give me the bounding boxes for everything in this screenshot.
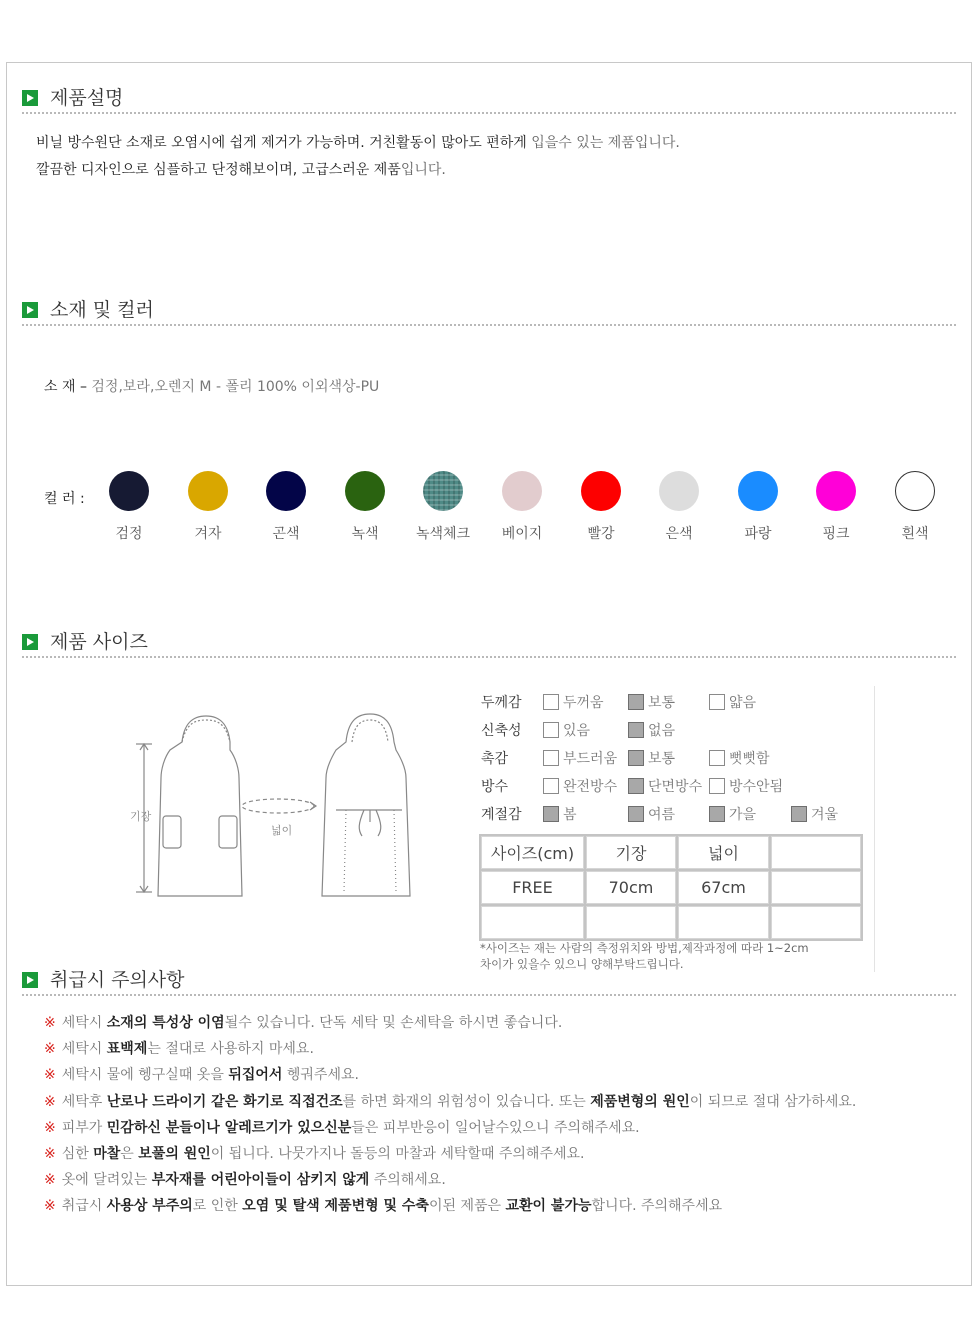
spec-option-label: 가을 (729, 807, 757, 823)
size-note-line: 차이가 있을수 있으니 양해부탁드립니다. (480, 957, 684, 971)
spec-checkbox (709, 750, 725, 766)
color-name: 곤색 (272, 526, 300, 542)
material-info (44, 376, 379, 396)
section-header-care (22, 964, 956, 994)
color-swatch (738, 471, 778, 511)
reference-mark-icon: ※ (44, 1172, 56, 1189)
description-text: 입을수 있는 제품입니다. (526, 135, 680, 151)
spec-option-label: 방수안됨 (729, 779, 784, 795)
section-bullet-icon (22, 634, 38, 650)
spec-checkbox (628, 778, 644, 794)
spec-option-label: 얇음 (729, 695, 757, 711)
spec-checkbox (628, 806, 644, 822)
material-value: 검정,보라,오렌지 M - 폴리 100% 이외색상-PU (86, 379, 380, 395)
table-cell (771, 836, 861, 869)
table-cell (586, 906, 676, 939)
color-swatch (816, 471, 856, 511)
table-row (481, 906, 861, 939)
spec-checkbox (543, 694, 559, 710)
care-emphasis: 사용상 부주의 (106, 1198, 193, 1215)
care-item (44, 1091, 856, 1111)
care-text: 주의해세요. (369, 1172, 446, 1189)
spec-option-label: 보통 (648, 695, 676, 711)
care-emphasis: 소재의 특성상 이염 (106, 1015, 225, 1031)
spec-option-label: 봄 (563, 807, 577, 823)
description-text: 깔끔한 디자인으로 심플하고 단정해보이며, 고급스러운 제품 (36, 162, 401, 178)
apron-front-left-pocket (163, 816, 181, 848)
care-text: 세탁시 (61, 1015, 107, 1031)
size-note-line: *사이즈는 재는 사람의 측정위치와 방법,제작과정에 따라 1~2cm (480, 941, 809, 955)
spec-option-label: 완전방수 (563, 779, 618, 795)
care-item (44, 1038, 314, 1058)
color-swatch (581, 471, 621, 511)
spec-label: 촉감 (481, 751, 509, 767)
color-name: 흰색 (901, 526, 929, 542)
table-cell (771, 871, 861, 904)
care-text: 심한 (61, 1146, 94, 1162)
table-cell: 넓이 (678, 836, 769, 869)
reference-mark-icon: ※ (44, 1093, 56, 1110)
section-divider (22, 112, 956, 114)
table-cell: 70cm (586, 871, 676, 904)
size-table (479, 834, 863, 941)
care-text: 피부가 (61, 1119, 107, 1136)
description-line-2 (36, 159, 446, 179)
section-title: 제품설명 (50, 87, 124, 109)
description-line-1 (36, 132, 680, 152)
color-name: 빨강 (587, 526, 615, 542)
material-label: 소 재 – (44, 379, 87, 395)
color-name: 녹색 (351, 526, 379, 542)
spec-option-label: 뻣뻣함 (729, 751, 770, 767)
spec-label: 신축성 (481, 723, 522, 739)
care-item (44, 1117, 640, 1137)
care-emphasis: 오염 및 탈색 제품변형 및 수축 (242, 1198, 429, 1215)
reference-mark-icon: ※ (44, 1198, 56, 1215)
table-cell: 기장 (586, 836, 676, 869)
care-emphasis: 민감하신 분들이나 알레르기가 있으신분 (106, 1119, 352, 1136)
table-cell (678, 906, 769, 939)
apron-front-right-pocket (219, 816, 237, 848)
care-text: 는 절대로 사용하지 마세요. (147, 1041, 314, 1058)
color-name: 베이지 (501, 526, 543, 542)
care-item (44, 1012, 562, 1032)
color-label: 컬 러 : (44, 491, 85, 507)
care-text: 이 됩니다. 나뭇가지나 돌등의 마찰과 세탁할때 주의해주세요. (210, 1146, 585, 1162)
spec-option-label: 두꺼움 (563, 695, 604, 711)
color-swatch (423, 471, 463, 511)
spec-checkbox (543, 778, 559, 794)
apron-back-outline (322, 714, 410, 896)
section-header-material-color (22, 294, 956, 324)
color-name: 녹색체크 (415, 526, 471, 542)
care-text: 헹궈주세요. (282, 1067, 359, 1084)
spec-checkbox (709, 806, 725, 822)
care-emphasis: 교환이 불가능 (505, 1198, 592, 1215)
spec-checkbox (709, 778, 725, 794)
spec-label: 두께감 (481, 695, 522, 711)
description-text: 입니다. (400, 162, 446, 178)
reference-mark-icon: ※ (44, 1119, 56, 1136)
section-divider (22, 994, 956, 996)
spec-option-label: 부드러움 (563, 751, 618, 767)
care-emphasis: 표백제 (106, 1041, 148, 1058)
section-bullet-icon (22, 302, 38, 318)
care-item (44, 1143, 584, 1163)
width-label: 넓이 (271, 824, 293, 837)
care-text: 이 되므로 절대 삼가하세요. (689, 1093, 857, 1110)
spec-checkbox (543, 722, 559, 738)
spec-checkbox (543, 750, 559, 766)
apron-front-outline (158, 716, 242, 896)
color-swatch (659, 471, 699, 511)
description-text: 비닐 방수원단 소재로 오염시에 쉽게 제거가 가능하며. 거친활동이 많아도 편하게 (36, 135, 527, 151)
size-table-header (481, 836, 861, 869)
section-divider (22, 656, 956, 658)
table-cell: 67cm (678, 871, 769, 904)
color-name: 핑크 (822, 526, 850, 542)
table-cell: FREE (481, 871, 584, 904)
color-swatch (188, 471, 228, 511)
spec-divider (874, 686, 875, 972)
care-emphasis: 난로나 드라이기 같은 화기로 직접건조 (106, 1093, 343, 1110)
spec-checkbox (628, 722, 644, 738)
color-name: 은색 (665, 526, 693, 542)
spec-checkbox (628, 694, 644, 710)
spec-checkbox (628, 750, 644, 766)
care-emphasis: 뒤집어서 (228, 1067, 283, 1084)
length-label: 기장 (130, 810, 152, 823)
spec-option-label: 단면방수 (648, 779, 703, 795)
spec-checkbox (543, 806, 559, 822)
care-text: 은 (120, 1146, 139, 1162)
color-name: 겨자 (194, 526, 222, 542)
section-bullet-icon (22, 972, 38, 988)
care-text: 취급시 (61, 1198, 107, 1215)
spec-checkbox (709, 694, 725, 710)
care-text: 세탁시 물에 헹구실때 옷을 (61, 1067, 229, 1084)
reference-mark-icon: ※ (44, 1146, 56, 1162)
color-name: 파랑 (744, 526, 772, 542)
table-cell (481, 906, 584, 939)
care-text: 세탁후 (61, 1093, 107, 1110)
care-emphasis: 제품변형의 원인 (590, 1093, 690, 1110)
spec-option-label: 여름 (648, 807, 676, 823)
care-text: 를 하면 화재의 위험성이 있습니다. 또는 (342, 1093, 591, 1110)
reference-mark-icon: ※ (44, 1015, 56, 1031)
apron-size-diagram (126, 706, 426, 906)
care-item (44, 1195, 722, 1215)
spec-label: 방수 (481, 779, 509, 795)
care-emphasis: 부자재를 어린아이들이 삼키지 않게 (151, 1172, 370, 1189)
section-title: 제품 사이즈 (50, 631, 148, 653)
table-row (481, 871, 861, 904)
care-emphasis: 보풀의 원인 (138, 1146, 211, 1162)
care-text: 로 인한 (192, 1198, 243, 1215)
table-cell: 사이즈(cm) (481, 836, 584, 869)
color-swatch (895, 471, 935, 511)
care-emphasis: 마찰 (93, 1146, 121, 1162)
color-swatch (502, 471, 542, 511)
color-swatch (266, 471, 306, 511)
section-title: 소재 및 컬러 (50, 299, 154, 321)
spec-checkbox (791, 806, 807, 822)
section-divider (22, 324, 956, 326)
spec-option-label: 있음 (563, 723, 591, 739)
care-text: 들은 피부반응이 일어날수있으니 주의해주세요. (351, 1119, 640, 1136)
reference-mark-icon: ※ (44, 1041, 56, 1058)
spec-option-label: 보통 (648, 751, 676, 767)
care-item (44, 1169, 446, 1189)
color-swatch (345, 471, 385, 511)
care-text: 될수 있습니다. 단독 세탁 및 손세탁을 하시면 좋습니다. (224, 1015, 563, 1031)
section-title: 취급시 주의사항 (50, 969, 185, 991)
table-cell (771, 906, 861, 939)
spec-option-label: 없음 (648, 723, 676, 739)
section-bullet-icon (22, 90, 38, 106)
care-item (44, 1064, 359, 1084)
care-text: 이된 제품은 (428, 1198, 506, 1215)
color-name: 검정 (115, 526, 143, 542)
reference-mark-icon: ※ (44, 1067, 56, 1084)
care-text: 세탁시 (61, 1041, 107, 1058)
section-header-size (22, 626, 956, 656)
spec-option-label: 겨울 (811, 807, 839, 823)
care-text: 합니다. 주의해주세요 (591, 1198, 723, 1215)
section-header-description (22, 82, 956, 112)
color-swatch (109, 471, 149, 511)
spec-label: 계절감 (481, 807, 522, 823)
care-text: 옷에 달려있는 (61, 1172, 152, 1189)
